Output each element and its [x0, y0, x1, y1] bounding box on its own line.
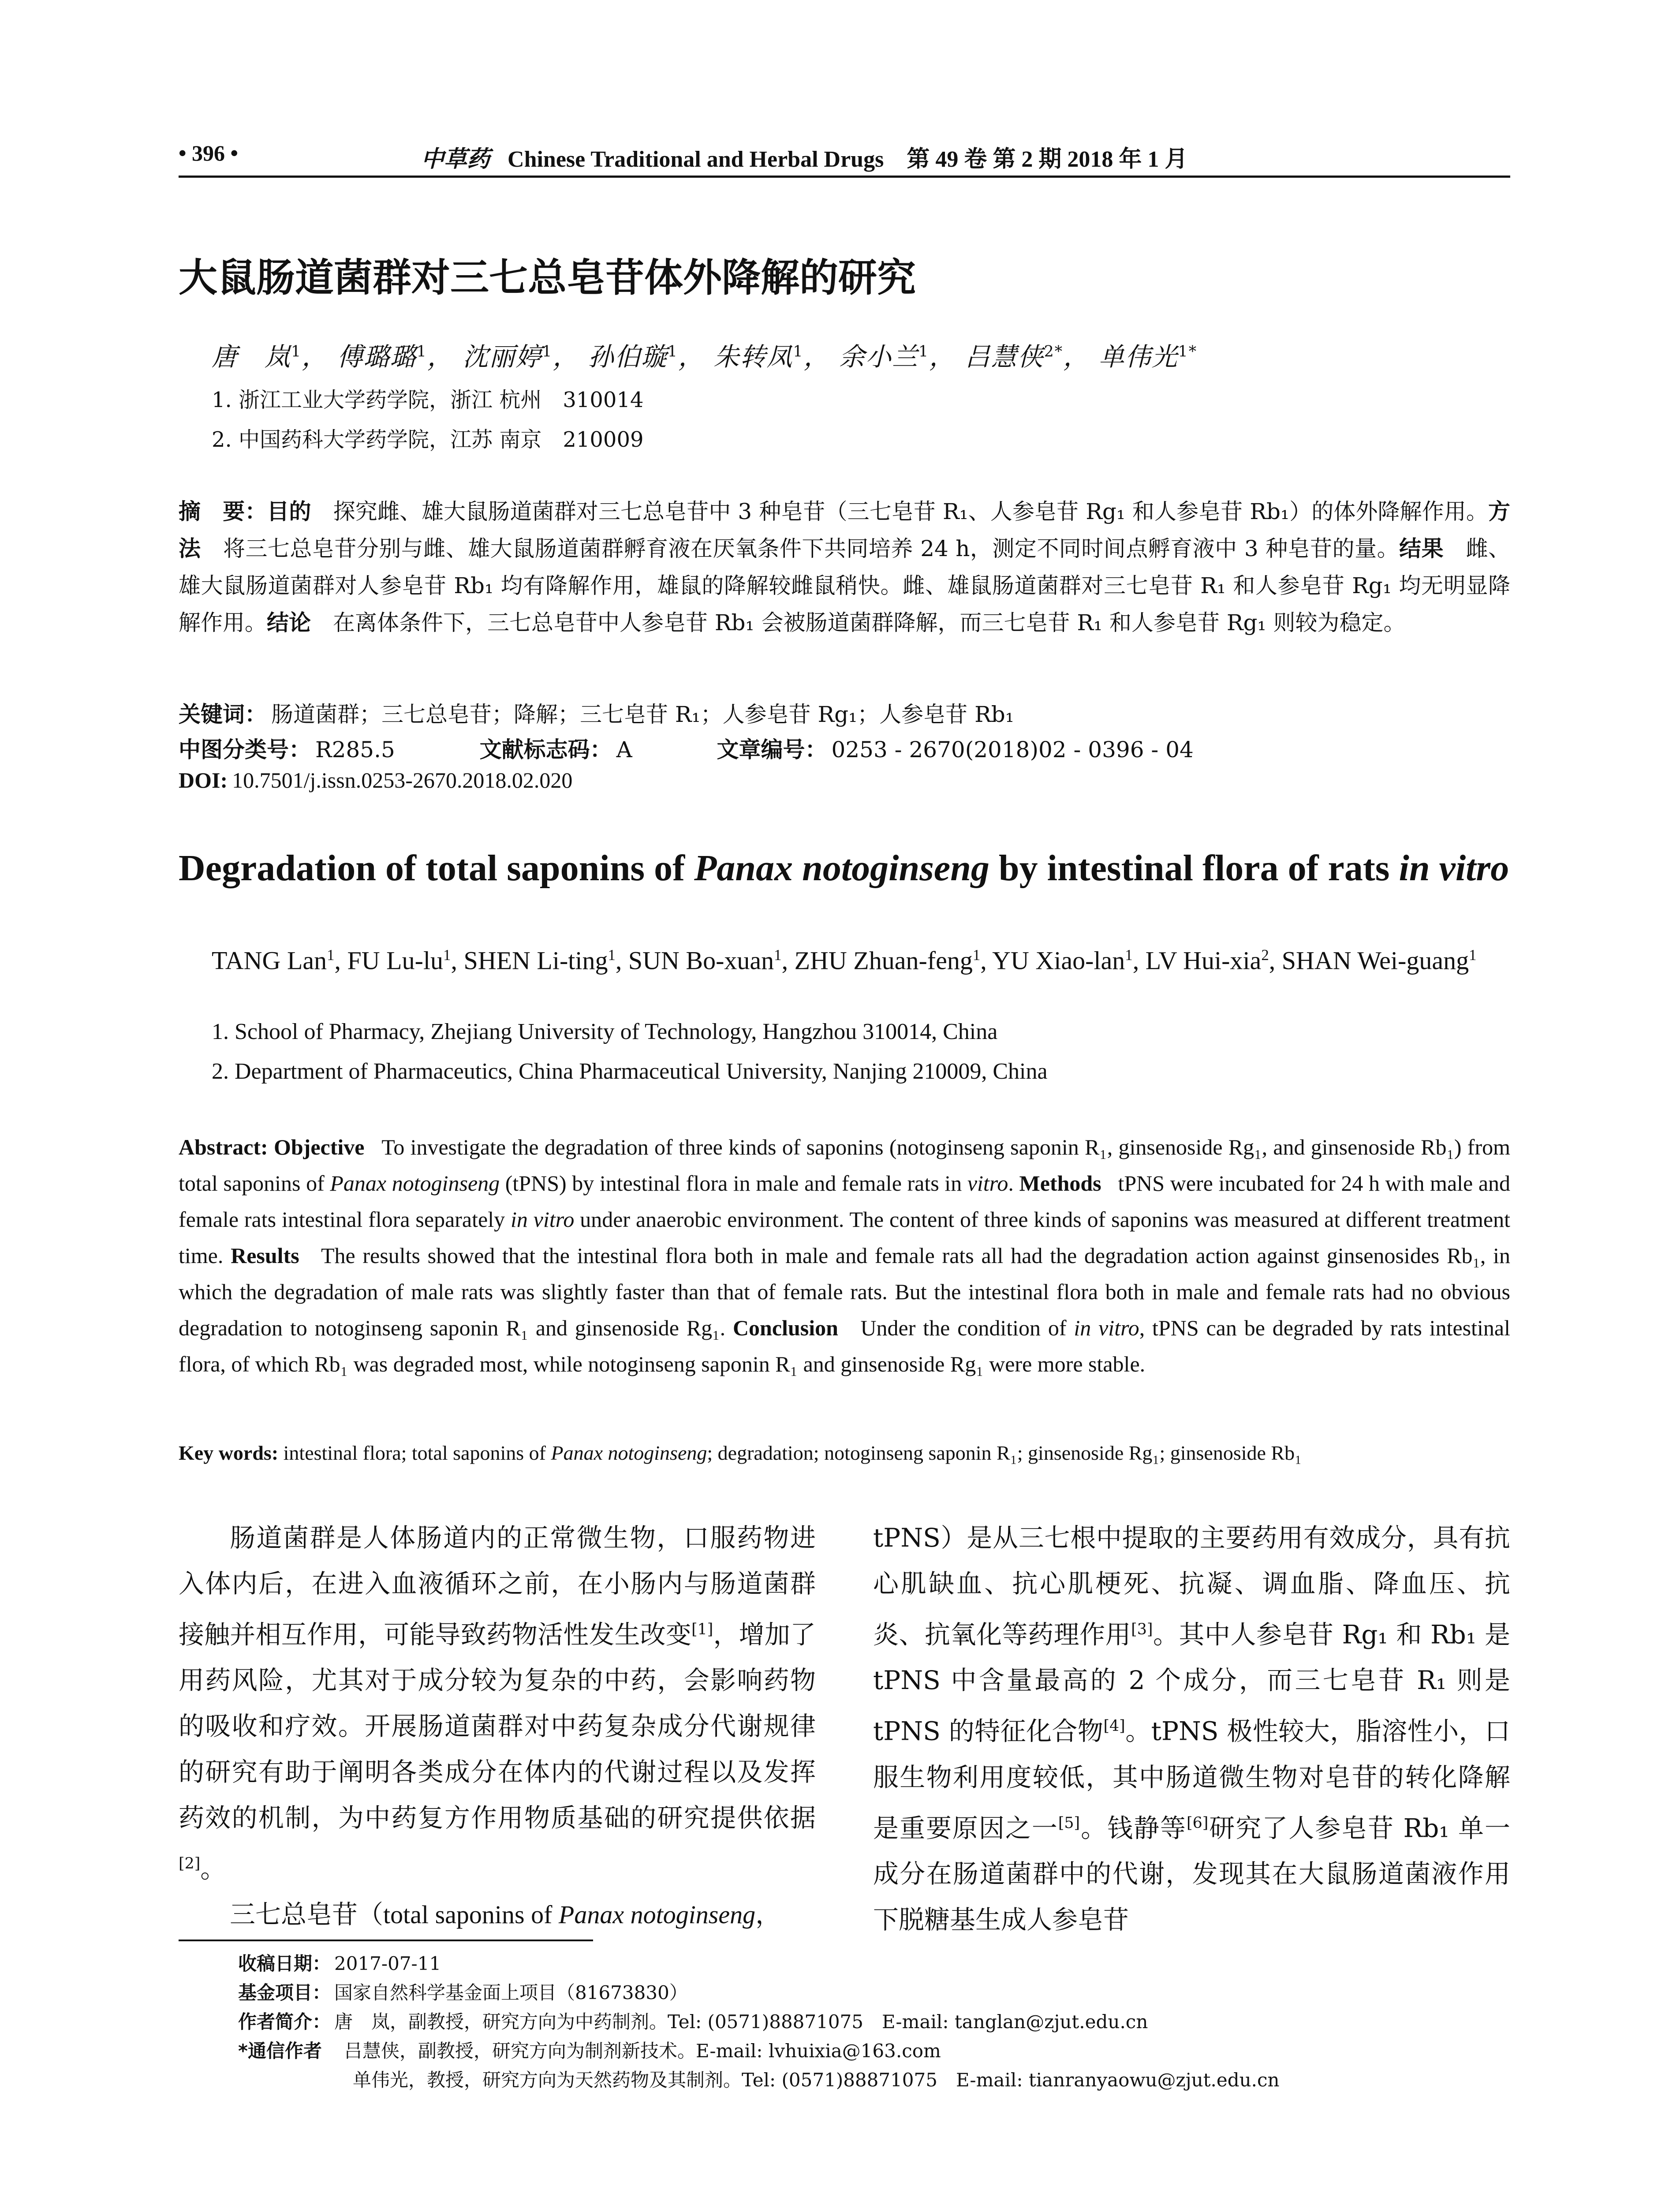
journal-name-en: Chinese Traditional and Herbal Drugs	[508, 147, 884, 172]
author-list-cn: 唐 岚$^1$， 傅璐璐$^1$， 沈丽婷$^1$， 孙伯璇$^1$， 朱转凤$^1$， 余小兰$^1$， 吕慧侠$^{2*}$， 单伟光$^{1*}$	[212, 342, 1198, 372]
affiliation-cn-1: 1. 浙江工业大学药学院，浙江 杭州 310014	[212, 388, 644, 412]
footnote-author: 作者简介： 唐 岚，副教授，研究方向为中药制剂。Tel: (0571)88871075 E-mail: tanglan@zjut.edu.cn	[238, 2011, 1148, 2033]
paper-title-cn: 大鼠肠道菌群对三七总皂苷体外降解的研究	[179, 255, 916, 300]
citation: [4]	[1103, 1717, 1125, 1735]
citation: [6]	[1187, 1814, 1209, 1832]
footnote-received: 收稿日期： 2017-07-11	[238, 1953, 441, 1974]
footnote-fund: 基金项目： 国家自然科学基金面上项目（81673830）	[238, 1982, 688, 2003]
body-paragraph: 肠道菌群是人体肠道内的正常微生物，口服药物进入体内后，在进入血液循环之前，在小肠内与肠道菌群接触并相互作用，可能导致药物活性发生改变[1]，增加了用药风险，尤其对于成分较为复杂的中药，会影响药物的吸收和疗效。开展肠道菌群对中药复杂成分代谢规律的研究有助于阐明各类成分在体内的代谢过程以及发挥药效的机制，为中药复方作用物质基础的研究提供依据[2]。	[179, 1523, 816, 1884]
author-list-en: TANG Lan$^1$, FU $Lu-lu^1$, SHEN Li-ting$^1$, SUN Bo-xuan$^1$, ZHU Zhuan-feng$^1$, YU Xiao-lan$^1$, LV Hui-xia$^2$, SHAN Wei-guang$^1$	[212, 946, 1477, 975]
body-column-right	[873, 1515, 1510, 1943]
keywords-cn: 关键词： 肠道菌群；三七总皂苷；降解；三七皂苷 R₁；人参皂苷 Rg₁；人参皂苷 Rb₁	[179, 702, 1014, 727]
citation: [2]	[179, 1855, 201, 1873]
affiliation-cn-2: 2. 中国药科大学药学院，江苏 南京 210009	[212, 427, 644, 452]
header-rule	[179, 176, 1510, 178]
doi-line: DOI: 10.7501/j.issn.0253-2670.2018.02.020	[179, 768, 573, 792]
abstract-en: Abstract: Objective To investigate the degradation of three kinds of saponins (notoginseng saponin R₁, ginsenoside Rg₁, and ginsenoside Rb₁) from total saponins of Panax notoginseng (tPNS) by intestinal flora in male and female rats in vitro. Methods tPNS were incubated for 24 h with male and female rats intestinal flora separately in vitro under anaerobic environment. The content of three kinds of saponins was measured at different treatment time. Results The results showed that the intestinal flora both in male and female rats all had the degradation action against ginsenosides Rb₁, in which the degradation of male rats was slightly faster than that of female rats. But the intestinal flora both in male and female rats had no obvious degradation to notoginseng saponin R₁ and ginsenoside Rg₁. Conclusion Under the condition of in vitro, tPNS can be degraded by rats intestinal flora, of which Rb₁ was degraded most, while notoginseng saponin R₁ and ginsenoside Rg₁ were more stable.	[179, 1135, 1511, 1376]
body-column-left	[179, 1515, 816, 1938]
running-header	[421, 140, 1187, 173]
keywords-en: Key words: intestinal flora; total saponins of Panax notoginseng; degradation; notoginseng saponin R₁; ginsenoside Rg₁; ginsenoside Rb₁	[179, 1442, 1302, 1464]
citation: [5]	[1058, 1814, 1080, 1832]
citation: [3]	[1131, 1621, 1153, 1638]
abstract-cn: 摘 要：目的 探究雌、雄大鼠肠道菌群对三七总皂苷中 3 种皂苷（三七皂苷 R₁、人参皂苷 Rg₁ 和人参皂苷 Rb₁）的体外降解作用。方法 将三七总皂苷分别与雌、雄大鼠肠道菌群孵育液在厌氧条件下共同培养 24 h，测定不同时间点孵育液中 3 种皂苷的量。结果 雌、雄大鼠肠道菌群对人参皂苷 Rb₁ 均有降解作用，雄鼠的降解较雌鼠稍快。雌、雄鼠肠道菌群对三七皂苷 R₁ 和人参皂苷 Rg₁ 均无明显降解作用。结论 在离体条件下，三七总皂苷中人参皂苷 Rb₁ 会被肠道菌群降解，而三七皂苷 R₁ 和人参皂苷 Rg₁ 则较为稳定。	[179, 499, 1511, 635]
footnote-corresponding-2: 单伟光，教授，研究方向为天然药物及其制剂。Tel: (0571)88871075 E-mail: tianranyaowu@zjut.edu.cn	[353, 2069, 1280, 2091]
affiliation-en-1: 1. School of Pharmacy, Zhejiang University of Technology, Hangzhou 310014, China	[212, 1019, 998, 1044]
classification-line: 中图分类号： R285.5 文献标志码： A 文章编号： 0253 - 2670(2018)02 - 0396 - 04	[179, 737, 1194, 762]
footnote-corresponding: *通信作者 吕慧侠，副教授，研究方向为制剂新技术。E-mail: lvhuixia@163.com	[238, 2040, 941, 2062]
affiliation-en-2: 2. Department of Pharmaceutics, China Pharmaceutical University, Nanjing 210009, China	[212, 1059, 1048, 1084]
paper-title-en: Degradation of total saponins of Panax notoginseng by intestinal flora of rats in vitro	[179, 848, 1509, 889]
page-number: • 396 •	[179, 141, 239, 165]
journal-cn-mark: 中草药	[421, 147, 490, 172]
body-paragraph: 三七总皂苷（total saponins of Panax notoginseng，	[230, 1900, 781, 1929]
footnote-rule	[179, 1940, 593, 1941]
journal-issue: 第 49 卷 第 2 期 2018 年 1 月	[907, 147, 1188, 172]
citation: [1]	[691, 1621, 713, 1638]
body-paragraph: tPNS）是从三七根中提取的主要药用有效成分，具有抗心肌缺血、抗心肌梗死、抗凝、调血脂、降血压、抗炎、抗氧化等药理作用[3]。其中人参皂苷 Rg₁ 和 Rb₁ 是 tPNS 中含量最高的 2 个成分，而三七皂苷 R₁ 则是 tPNS 的特征化合物[4]。tPNS 极性较大，脂溶性小，口服生物利用度较低，其中肠道微生物对皂苷的转化降解是重要原因之一[5]。钱静等[6]研究了人参皂苷 Rb₁ 单一成分在肠道菌群中的代谢，发现其在大鼠肠道菌液作用下脱糖基生成人参皂苷	[873, 1523, 1510, 1935]
